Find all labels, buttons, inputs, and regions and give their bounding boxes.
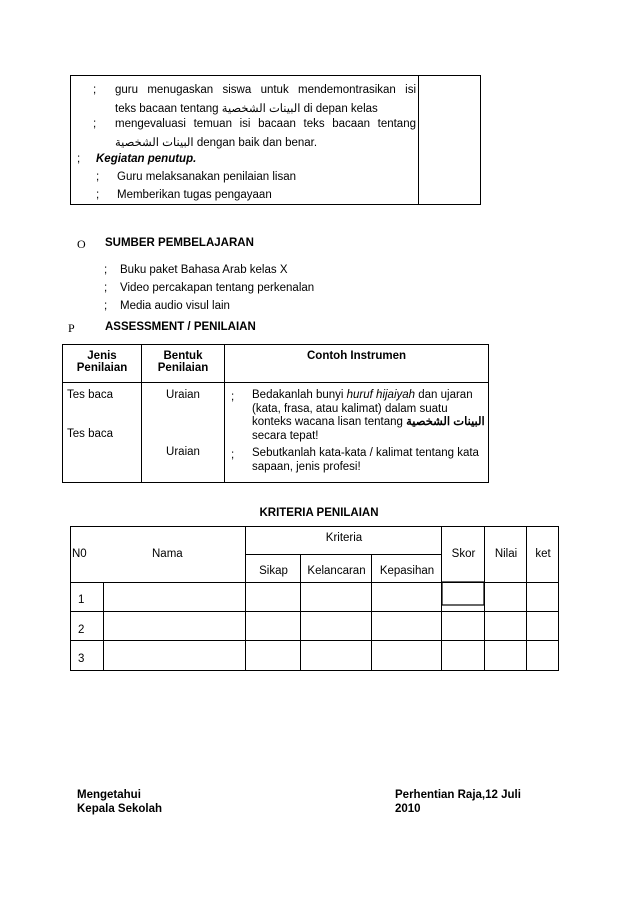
header-jenis bbox=[63, 345, 142, 383]
bentuk-row-1: Uraian bbox=[166, 389, 200, 401]
header-bentuk bbox=[142, 345, 225, 383]
sumber-item-2: Video percakapan tentang perkenalan bbox=[120, 282, 315, 294]
header-kelancaran: Kelancaran bbox=[307, 565, 366, 577]
sumber-title: SUMBER PEMBELAJARAN bbox=[105, 237, 254, 249]
box-divider bbox=[418, 76, 419, 204]
instrument-1-line-2: (kata, frasa, atau kalimat) dalam suatu bbox=[252, 402, 448, 415]
instrument-1-arabic: البينات الشخصية bbox=[406, 416, 485, 428]
jenis-row-2: Tes baca bbox=[67, 428, 114, 440]
kriteria-title: KRITERIA PENILAIAN bbox=[259, 507, 379, 519]
activity-item-1-line-1: guru menugaskan siswa untuk mendemontrasikan isi bbox=[115, 84, 416, 96]
instrument-2-line-2: sapaan, jenis profesi! bbox=[252, 460, 361, 473]
header-jenis-line-1: Jenis bbox=[87, 350, 117, 362]
instrument-1-line-1 bbox=[252, 389, 484, 403]
instrument-1-line-4: secara tepat! bbox=[252, 429, 319, 442]
instrument-2 bbox=[252, 447, 484, 474]
activity-item-2-line-2: البينات الشخصية dengan baik dan benar. bbox=[115, 137, 318, 149]
instrument-1-text-b: dan ujaran bbox=[418, 389, 473, 401]
header-kepasihan: Kepasihan bbox=[379, 565, 435, 577]
bullet: ; bbox=[77, 153, 81, 165]
section-marker: P bbox=[68, 321, 75, 335]
header-bentuk-line-1: Bentuk bbox=[163, 350, 203, 362]
instrument-1-text-a: Bedakanlah bunyi bbox=[252, 389, 344, 401]
bentuk-row-2: Uraian bbox=[166, 446, 200, 458]
closing-item-2: Memberikan tugas pengayaan bbox=[117, 189, 272, 201]
bullet: ; bbox=[231, 391, 235, 403]
sumber-item-3: Media audio visul lain bbox=[120, 300, 230, 312]
header-sikap: Sikap bbox=[259, 565, 288, 577]
instrument-1-text-c: konteks wacana lisan tentang bbox=[252, 416, 403, 428]
instrument-1-italic: huruf hijaiyah bbox=[346, 389, 416, 401]
bullet: ; bbox=[96, 189, 100, 201]
header-skor: Skor bbox=[451, 548, 476, 560]
header-jenis-line-2: Penilaian bbox=[76, 362, 128, 374]
header-ket: ket bbox=[535, 548, 551, 560]
cell-jenis bbox=[63, 383, 142, 483]
activity-item-2-line-1: mengevaluasi temuan isi bacaan teks bacaan tentang bbox=[115, 118, 416, 130]
instrument-1-line-3 bbox=[252, 416, 484, 430]
bullet: ; bbox=[104, 300, 108, 312]
header-no: N0 bbox=[72, 548, 87, 560]
cell-contoh bbox=[225, 383, 489, 483]
header-bentuk-line-2: Penilaian bbox=[157, 362, 209, 374]
cell-bentuk bbox=[142, 383, 225, 483]
bullet: ; bbox=[231, 449, 235, 461]
instrument-2-line-1: Sebutkanlah kata-kata / kalimat tentang kata bbox=[252, 447, 479, 459]
bullet: ; bbox=[104, 282, 108, 294]
signature-right-1: Perhentian Raja,12 Juli bbox=[395, 789, 521, 801]
closing-item-1: Guru melaksanakan penilaian lisan bbox=[117, 171, 296, 183]
instrument-1 bbox=[252, 389, 484, 443]
closing-title: Kegiatan penutup. bbox=[96, 153, 197, 165]
jenis-row-1: Tes baca bbox=[67, 389, 114, 401]
bullet: ; bbox=[93, 118, 97, 130]
bullet: ; bbox=[96, 171, 100, 183]
row-number-2: 2 bbox=[78, 624, 85, 636]
signature-left-1: Mengetahui bbox=[77, 789, 141, 801]
header-kriteria: Kriteria bbox=[325, 532, 363, 544]
row-number-3: 3 bbox=[78, 653, 85, 665]
section-marker: O bbox=[77, 237, 86, 251]
assessment-table bbox=[62, 344, 489, 483]
bullet: ; bbox=[93, 84, 97, 96]
assessment-title: ASSESSMENT / PENILAIAN bbox=[105, 321, 256, 333]
bullet: ; bbox=[104, 264, 108, 276]
activity-item-1-line-2: teks bacaan tentang البينات الشخصية di depan kelas bbox=[115, 103, 378, 115]
kriteria-table bbox=[70, 526, 559, 671]
header-nilai: Nilai bbox=[494, 548, 518, 560]
header-contoh: Contoh Instrumen bbox=[225, 345, 489, 383]
signature-right-2: 2010 bbox=[395, 803, 421, 815]
header-nama: Nama bbox=[152, 548, 183, 560]
sumber-item-1: Buku paket Bahasa Arab kelas X bbox=[120, 264, 288, 276]
row-number-1: 1 bbox=[78, 594, 85, 606]
signature-left-2: Kepala Sekolah bbox=[77, 803, 163, 815]
